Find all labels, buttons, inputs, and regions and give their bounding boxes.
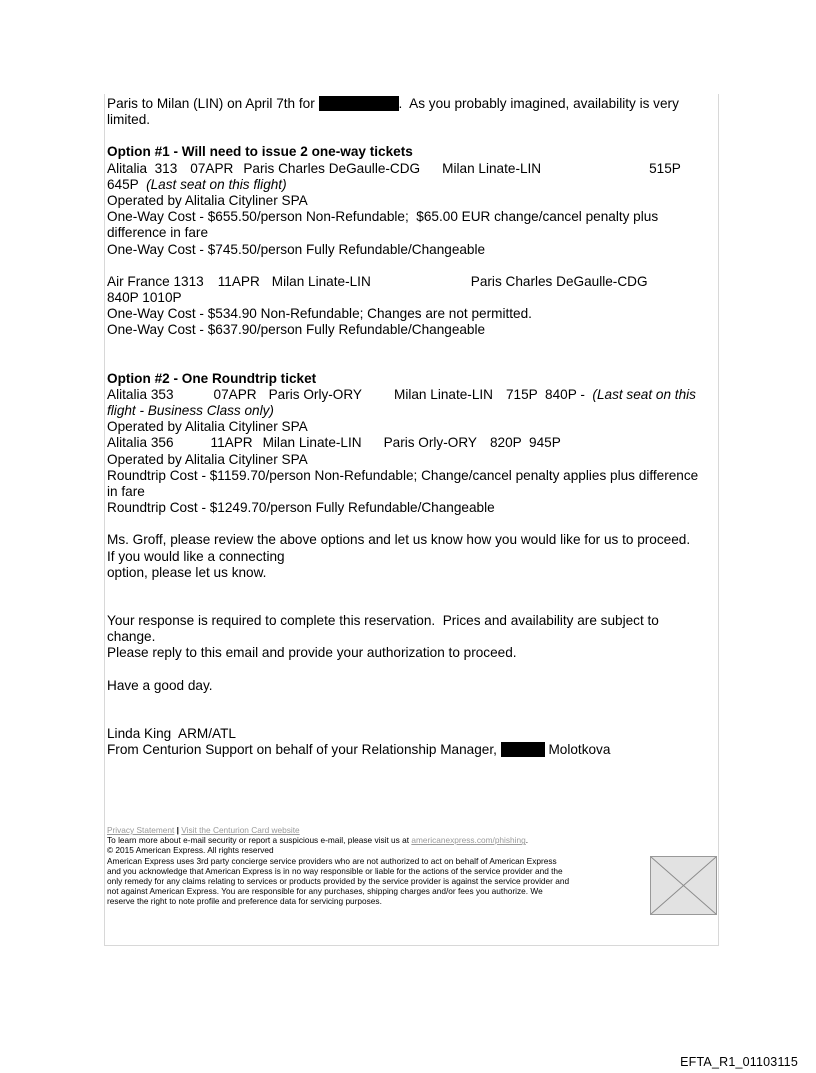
closing-response-3: Please reply to this email and provide your authorization to proceed. [107, 645, 517, 661]
option2-flight1-operated: Operated by Alitalia Cityliner SPA [107, 419, 308, 435]
option2-flight2-line: Alitalia 356 11APR Milan Linate-LIN Paris Orly-ORY 820P 945P [107, 435, 561, 451]
option2-flight1-note: flight - Business Class only) [107, 403, 274, 419]
signature-from: From Centurion Support on behalf of your Relationship Manager, Molotkova [107, 742, 611, 758]
option1-flight1-cost-nonref-cont: difference in fare [107, 225, 209, 241]
option1-flight2-cost-ref: One-Way Cost - $637.90/person Fully Refundable/Changeable [107, 322, 486, 338]
option1-flight2-line: Air France 1313 11APR Milan Linate-LIN Paris Charles DeGaulle-CDG [107, 273, 648, 289]
footer-disclaimer-1: American Express uses 3rd party concierge service providers who are not authorized to act on behalf of American Express [107, 855, 557, 866]
document-id: EFTA_R1_01103115 [680, 1055, 798, 1069]
footer-disclaimer-3: only remedy for any claims relating to services or products provided by the service provider is against the service provider and [107, 876, 570, 887]
option2-flight1-line: Alitalia 353 07APR Paris Orly-ORY Milan Linate-LIN 715P 840P - (Last seat on this [107, 386, 696, 402]
redaction-box [501, 742, 545, 757]
signature-name: Linda King ARM/ATL [107, 725, 236, 741]
closing-review-2: If you would like a connecting [107, 548, 285, 564]
closing-goodday: Have a good day. [107, 677, 213, 693]
option1-flight1-operated: Operated by Alitalia Cityliner SPA [107, 193, 308, 209]
option1-flight1-cost-nonref: One-Way Cost - $655.50/person Non-Refundable; $65.00 EUR change/cancel penalty plus [107, 209, 659, 225]
option2-cost-nonref: Roundtrip Cost - $1159.70/person Non-Refundable; Change/cancel penalty applies plus difference [107, 467, 699, 483]
closing-response-1: Your response is required to complete this reservation. Prices and availability are subject to [107, 613, 659, 629]
option1-flight1-line: Alitalia 313 07APR Paris Charles DeGaulle-CDG Milan Linate-LIN 515P [107, 160, 681, 176]
option1-flight1-arrive: 645P (Last seat on this flight) [107, 176, 287, 192]
option1-heading: Option #1 - Will need to issue 2 one-way tickets [107, 144, 413, 160]
option2-flight2-operated: Operated by Alitalia Cityliner SPA [107, 451, 308, 467]
footer-disclaimer-4: not against American Express. You are responsible for any purchases, shipping charges and/or fees you authorize. We [107, 886, 543, 897]
centurion-website-link[interactable]: Visit the Centurion Card website [181, 825, 300, 835]
redaction-box [319, 96, 399, 111]
closing-review-3: option, please let us know. [107, 564, 267, 580]
footer-links: Privacy Statement | Visit the Centurion Card website [107, 825, 300, 835]
option1-flight2-cost-nonref: One-Way Cost - $534.90 Non-Refundable; Changes are not permitted. [107, 306, 532, 322]
closing-response-2: change. [107, 629, 156, 645]
option1-flight2-times: 840P 1010P [107, 290, 182, 306]
option2-cost-ref: Roundtrip Cost - $1249.70/person Fully Refundable/Changeable [107, 500, 495, 516]
footer-disclaimer-5: reserve the right to note profile and preference data for servicing purposes. [107, 896, 382, 907]
option1-flight1-cost-ref: One-Way Cost - $745.50/person Fully Refundable/Changeable [107, 241, 486, 257]
option2-cost-nonref-cont: in fare [107, 484, 145, 500]
phishing-link[interactable]: americanexpress.com/phishing [411, 835, 526, 846]
email-body [107, 96, 719, 758]
intro-line-2: limited. [107, 112, 151, 128]
closing-review-1: Ms. Groff, please review the above options and let us know how you would like for us to proceed. [107, 532, 691, 548]
email-footer [107, 825, 652, 907]
intro-line-1: Paris to Milan (LIN) on April 7th for . As you probably imagined, availability is very [107, 96, 679, 111]
footer-security: To learn more about e-mail security or report a suspicious e-mail, please visit us at americanexpress.com/phishing. [107, 835, 529, 846]
image-placeholder-icon [651, 857, 716, 914]
footer-copyright: © 2015 American Express. All rights reserved [107, 845, 274, 856]
privacy-statement-link[interactable]: Privacy Statement [107, 825, 175, 835]
footer-disclaimer-2: and you acknowledge that American Express is in no way responsible or liable for the actions of the service provider and the [107, 865, 563, 876]
option2-heading: Option #2 - One Roundtrip ticket [107, 370, 317, 386]
broken-image-placeholder [650, 856, 717, 915]
